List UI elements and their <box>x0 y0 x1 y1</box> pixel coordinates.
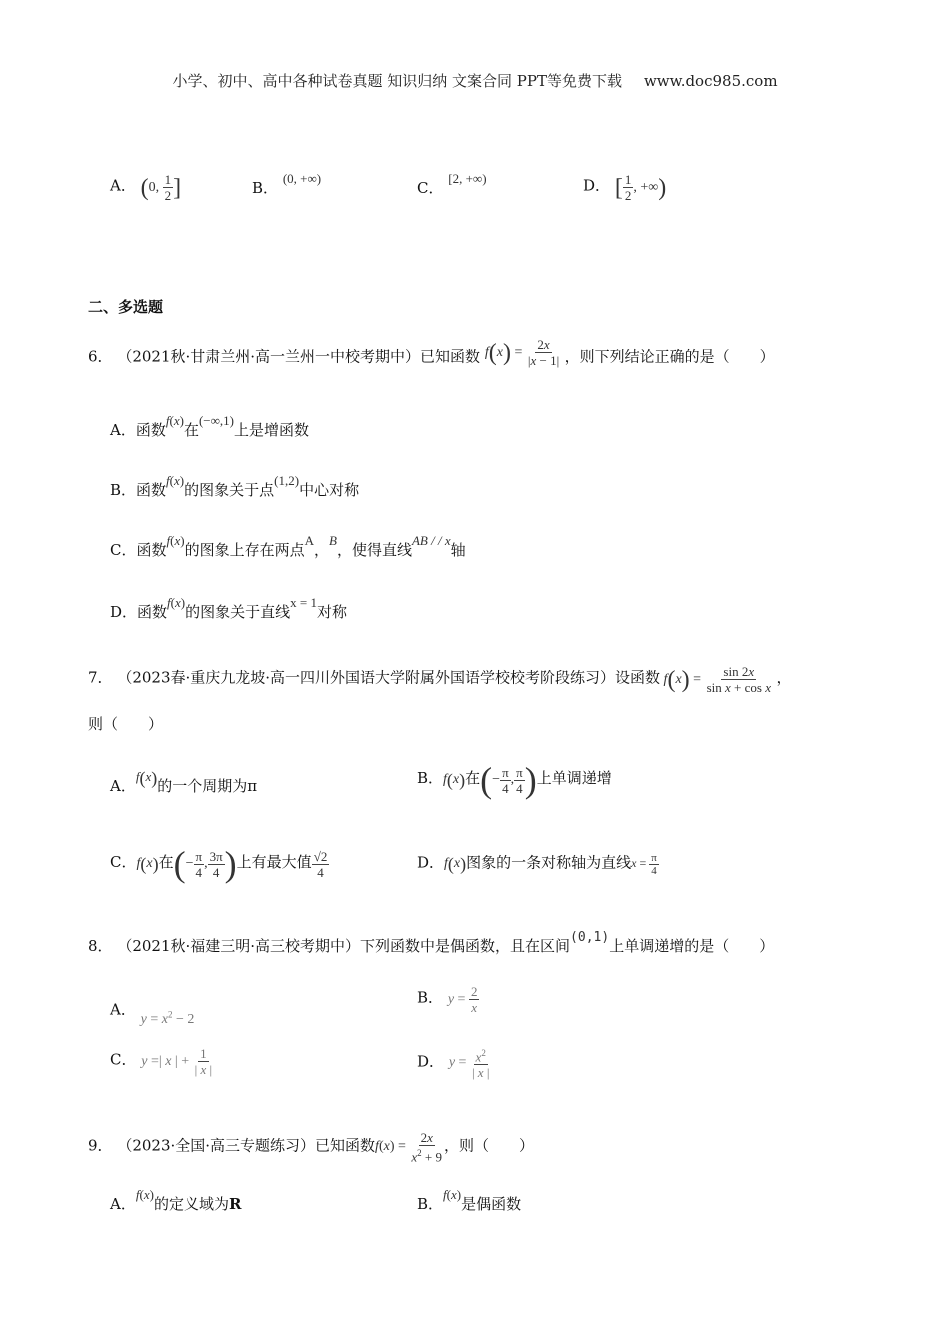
q7-option-c[interactable] <box>110 846 329 882</box>
question-tail: 上单调递增的是（ ） <box>609 937 775 955</box>
math-fx: f(x) <box>443 770 466 790</box>
q8-option-c[interactable] <box>110 1046 214 1077</box>
math-fx: f(x) <box>167 595 186 610</box>
math-value: $\frac{√2}{4}$ <box>313 848 328 880</box>
math-interval: (− $\frac{\pi}{4}$ , $\frac{3\pi}{4}$ ) <box>173 844 237 884</box>
question-tail: ，则（ ） <box>444 1136 535 1155</box>
q8-option-a[interactable] <box>110 996 195 1027</box>
option-text: 的定义域为 <box>153 1195 229 1213</box>
option-text: 在 <box>183 421 199 439</box>
question-number: 8． <box>88 937 113 955</box>
question-tail: ， <box>776 668 792 687</box>
header-text: 小学、初中、高中各种试卷真题 知识归纳 文案合同 PPT等免费下载 <box>172 72 622 90</box>
option-label: A． <box>110 777 136 795</box>
q7-option-b[interactable] <box>417 762 612 798</box>
option-label: A． <box>110 1195 136 1213</box>
question-tail: ，则下列结论正确的是（ ） <box>564 347 775 366</box>
option-text: 上单调递增 <box>536 769 612 788</box>
math-fx: f(x) <box>443 1187 462 1202</box>
option-text: 上有最大值 <box>236 853 312 872</box>
question-6 <box>88 337 775 374</box>
q6-option-b[interactable] <box>110 473 360 501</box>
page-header <box>0 70 950 91</box>
math-fx: f(x) <box>166 473 185 488</box>
math-fx: f(x) <box>135 1187 154 1202</box>
option-label: D． <box>417 853 445 872</box>
option-label: A． <box>110 1000 136 1019</box>
math-expr: y = $\frac{x^2}{| x |}$ <box>448 1048 490 1081</box>
option-text: 对称 <box>317 603 348 621</box>
option-text: 函数 <box>135 421 166 439</box>
option-text: 图象的一条对称轴为直线 <box>466 853 632 872</box>
question-8 <box>88 930 775 958</box>
question-7 <box>88 664 791 695</box>
math-expr: $y = x^2 - 2$ <box>140 1009 195 1027</box>
q6-option-a[interactable] <box>110 413 309 441</box>
option-text: 的图象上存在两点 <box>184 541 305 559</box>
math-interval: (0, +∞) <box>282 171 322 186</box>
option-text: 上是增函数 <box>233 421 309 439</box>
option-label: C． <box>110 853 137 872</box>
option-label: D． <box>417 1052 445 1071</box>
q5-option-b[interactable] <box>252 171 322 199</box>
math-point: (1,2) <box>274 473 300 488</box>
q5-option-a[interactable] <box>110 172 181 203</box>
question-number: 7． <box>88 668 113 687</box>
question-source: （2023·全国·高三专题练习）已知函数 <box>117 1136 376 1155</box>
option-label: B． <box>417 1195 444 1213</box>
option-label: A． <box>110 176 136 195</box>
math-point-b: B <box>329 533 337 548</box>
math-function: f(x) = $\frac{2x}{x^2 + 9}$ <box>375 1130 443 1165</box>
option-text: 中心对称 <box>299 481 360 499</box>
option-label: D． <box>110 603 138 621</box>
math-expr: y = $\frac{2}{x}$ <box>447 984 478 1015</box>
math-fx: f(x) <box>444 854 467 875</box>
question-source: （2021秋·福建三明·高三校考期中）下列函数中是偶函数，且在区间 <box>117 937 571 955</box>
option-text: 在 <box>465 769 481 788</box>
question-source: （2021秋·甘肃兰州·高一兰州一中校考期中）已知函数 <box>117 347 481 366</box>
q9-option-a[interactable] <box>110 1187 242 1215</box>
question-7-line2: 则（ ） <box>88 715 164 733</box>
math-line: x = $\frac{\pi}{4}$ <box>631 852 657 877</box>
math-interval: (− $\frac{\pi}{4}$ , $\frac{\pi}{4}$ ) <box>480 760 537 800</box>
math-fx: f(x) <box>165 413 184 428</box>
option-label: B． <box>417 988 444 1007</box>
math-interval: [2, +∞) <box>448 171 487 186</box>
section-title: 二、多选题 <box>88 298 164 316</box>
math-point-a: A <box>304 533 314 548</box>
option-label: B． <box>252 179 279 197</box>
option-label: D． <box>583 176 611 195</box>
q8-option-d[interactable] <box>417 1046 491 1080</box>
math-line: x = 1 <box>290 595 317 610</box>
option-text: 是偶函数 <box>461 1195 522 1213</box>
q5-option-c[interactable] <box>417 171 487 199</box>
math-expr: y =| x | + $\frac{1}{| x |}$ <box>141 1046 213 1077</box>
option-label: C． <box>417 179 444 197</box>
option-text: 的图象关于点 <box>184 481 275 499</box>
q7-option-a[interactable] <box>110 768 258 797</box>
question-number: 6． <box>88 347 113 366</box>
math-function: f(x) = $\frac{\sin 2x}{\text{sin x + cos x}}$ <box>663 664 771 695</box>
math-fx: f(x) <box>166 533 185 548</box>
q7-option-d[interactable] <box>417 852 659 877</box>
q8-option-b[interactable] <box>417 984 479 1015</box>
option-text: 在 <box>158 853 174 872</box>
math-relation: AB / / x <box>411 533 451 548</box>
q9-option-b[interactable] <box>417 1187 522 1215</box>
option-label: C． <box>110 541 137 559</box>
math-set-r: R <box>228 1195 242 1213</box>
q6-option-c[interactable] <box>110 533 466 561</box>
option-label: A． <box>110 421 136 439</box>
option-text: 函数 <box>136 541 167 559</box>
option-text: 的一个周期为π <box>157 777 258 795</box>
option-label: C． <box>110 1050 137 1069</box>
math-fx: f(x) <box>136 854 159 874</box>
header-site: www.doc985.com <box>643 72 778 90</box>
question-number: 9． <box>88 1136 113 1155</box>
math-interval: (0, $\frac{1}{2}$ ] <box>140 172 182 203</box>
option-text: 的图象关于直线 <box>185 603 291 621</box>
math-function: f(x) = $\frac{2x}{|x - 1|}$ <box>484 337 560 368</box>
option-text: 函数 <box>137 603 168 621</box>
math-fx: f(x) <box>135 768 158 789</box>
math-interval: [ $\frac{1}{2}$ , +∞) <box>614 172 667 203</box>
question-source: （2023春·重庆九龙坡·高一四川外国语大学附属外国语学校校考阶段练习）设函数 <box>117 668 661 687</box>
option-label: B． <box>417 769 444 788</box>
option-text: 函数 <box>136 481 167 499</box>
math-interval: (0,1) <box>570 930 610 945</box>
option-text: ，使得直线 <box>336 541 412 559</box>
question-9 <box>88 1130 534 1164</box>
q6-option-d[interactable] <box>110 595 348 623</box>
q5-option-d[interactable] <box>583 172 666 203</box>
option-text: 轴 <box>450 541 466 559</box>
option-text: ， <box>314 541 330 559</box>
math-interval: (−∞,1) <box>198 413 234 428</box>
option-label: B． <box>110 481 137 499</box>
